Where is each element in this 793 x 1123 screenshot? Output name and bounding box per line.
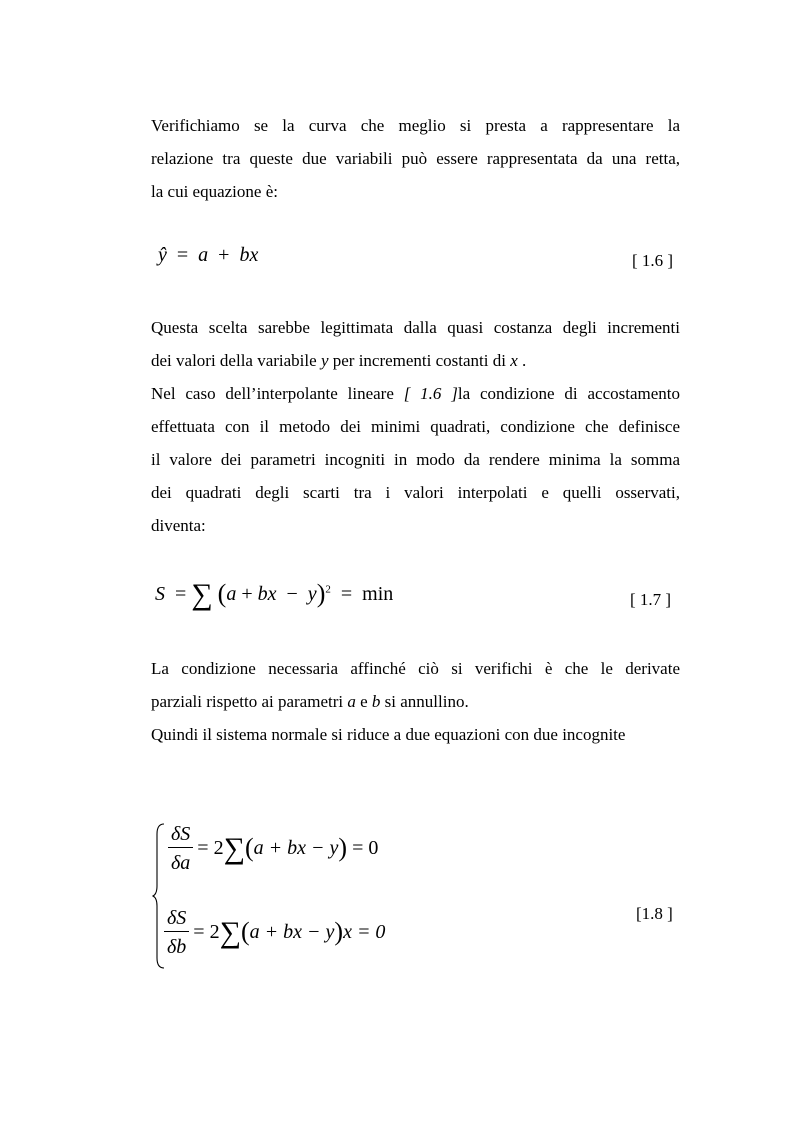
equation-number: [1.8 ] bbox=[636, 904, 673, 923]
eq-symbol: ŷ bbox=[158, 244, 167, 266]
text-line: il valore dei parametri incogniti in modo da rendere minima la somma bbox=[151, 450, 680, 469]
derivative-fraction: $\frac{\delta S}{\delta a}$ bbox=[168, 821, 193, 878]
text-line: relazione tra queste due variabili può essere rappresentata da una retta, bbox=[151, 149, 680, 168]
eq-symbol: + bbox=[218, 244, 230, 266]
text-line: la cui equazione è: bbox=[151, 182, 278, 201]
text-line: Nel caso dell’interpolante lineare [ 1.6 ]la condizione di accostamento bbox=[151, 384, 681, 403]
paragraph-intro bbox=[151, 109, 680, 208]
text-line: diventa: bbox=[151, 516, 206, 535]
text-line: Verifichiamo se la curva che meglio si presta a rappresentare la bbox=[151, 116, 680, 135]
text-line: dei quadrati degli scarti tra i valori interpolati e quelli osservati, bbox=[151, 483, 680, 502]
eq-symbol: bx bbox=[239, 244, 259, 266]
eq-symbol: a bbox=[198, 244, 209, 266]
text-line: La condizione necessaria affinché ciò si verifichi è che le derivate bbox=[151, 659, 680, 678]
paragraph-conditions bbox=[151, 652, 680, 751]
text-line: dei valori della variabile y per incrementi costanti di x . bbox=[151, 351, 527, 370]
equation-1-7: S = ∑ (a + bx − y)$^2$ = min bbox=[155, 578, 394, 611]
equation-reference: [ 1.6 ] bbox=[403, 384, 458, 403]
text-line: Questa scelta sarebbe legittimata dalla quasi costanza degli incrementi bbox=[151, 318, 680, 337]
text-line: effettuata con il metodo dei minimi quadrati, condizione che definisce bbox=[151, 417, 680, 436]
equation-1-8-second: $\frac{\delta S}{\delta b}$ = 2∑(a + bx − y)x = 0 bbox=[164, 905, 385, 962]
paragraph-justification bbox=[151, 311, 680, 542]
equation-1-8-first: $\frac{\delta S}{\delta a}$ = 2∑(a + bx − y) = 0 bbox=[168, 821, 378, 878]
derivative-fraction: $\frac{\delta S}{\delta b}$ bbox=[164, 905, 189, 962]
text-line: Quindi il sistema normale si riduce a due equazioni con due incognite bbox=[151, 725, 626, 744]
equation-number: [ 1.6 ] bbox=[632, 251, 674, 270]
text-line: parziali rispetto ai parametri a e b si annullino. bbox=[151, 692, 469, 711]
eq-symbol: = bbox=[176, 244, 189, 266]
equation-1-6 bbox=[158, 244, 258, 267]
equation-number: [ 1.7 ] bbox=[630, 590, 672, 609]
